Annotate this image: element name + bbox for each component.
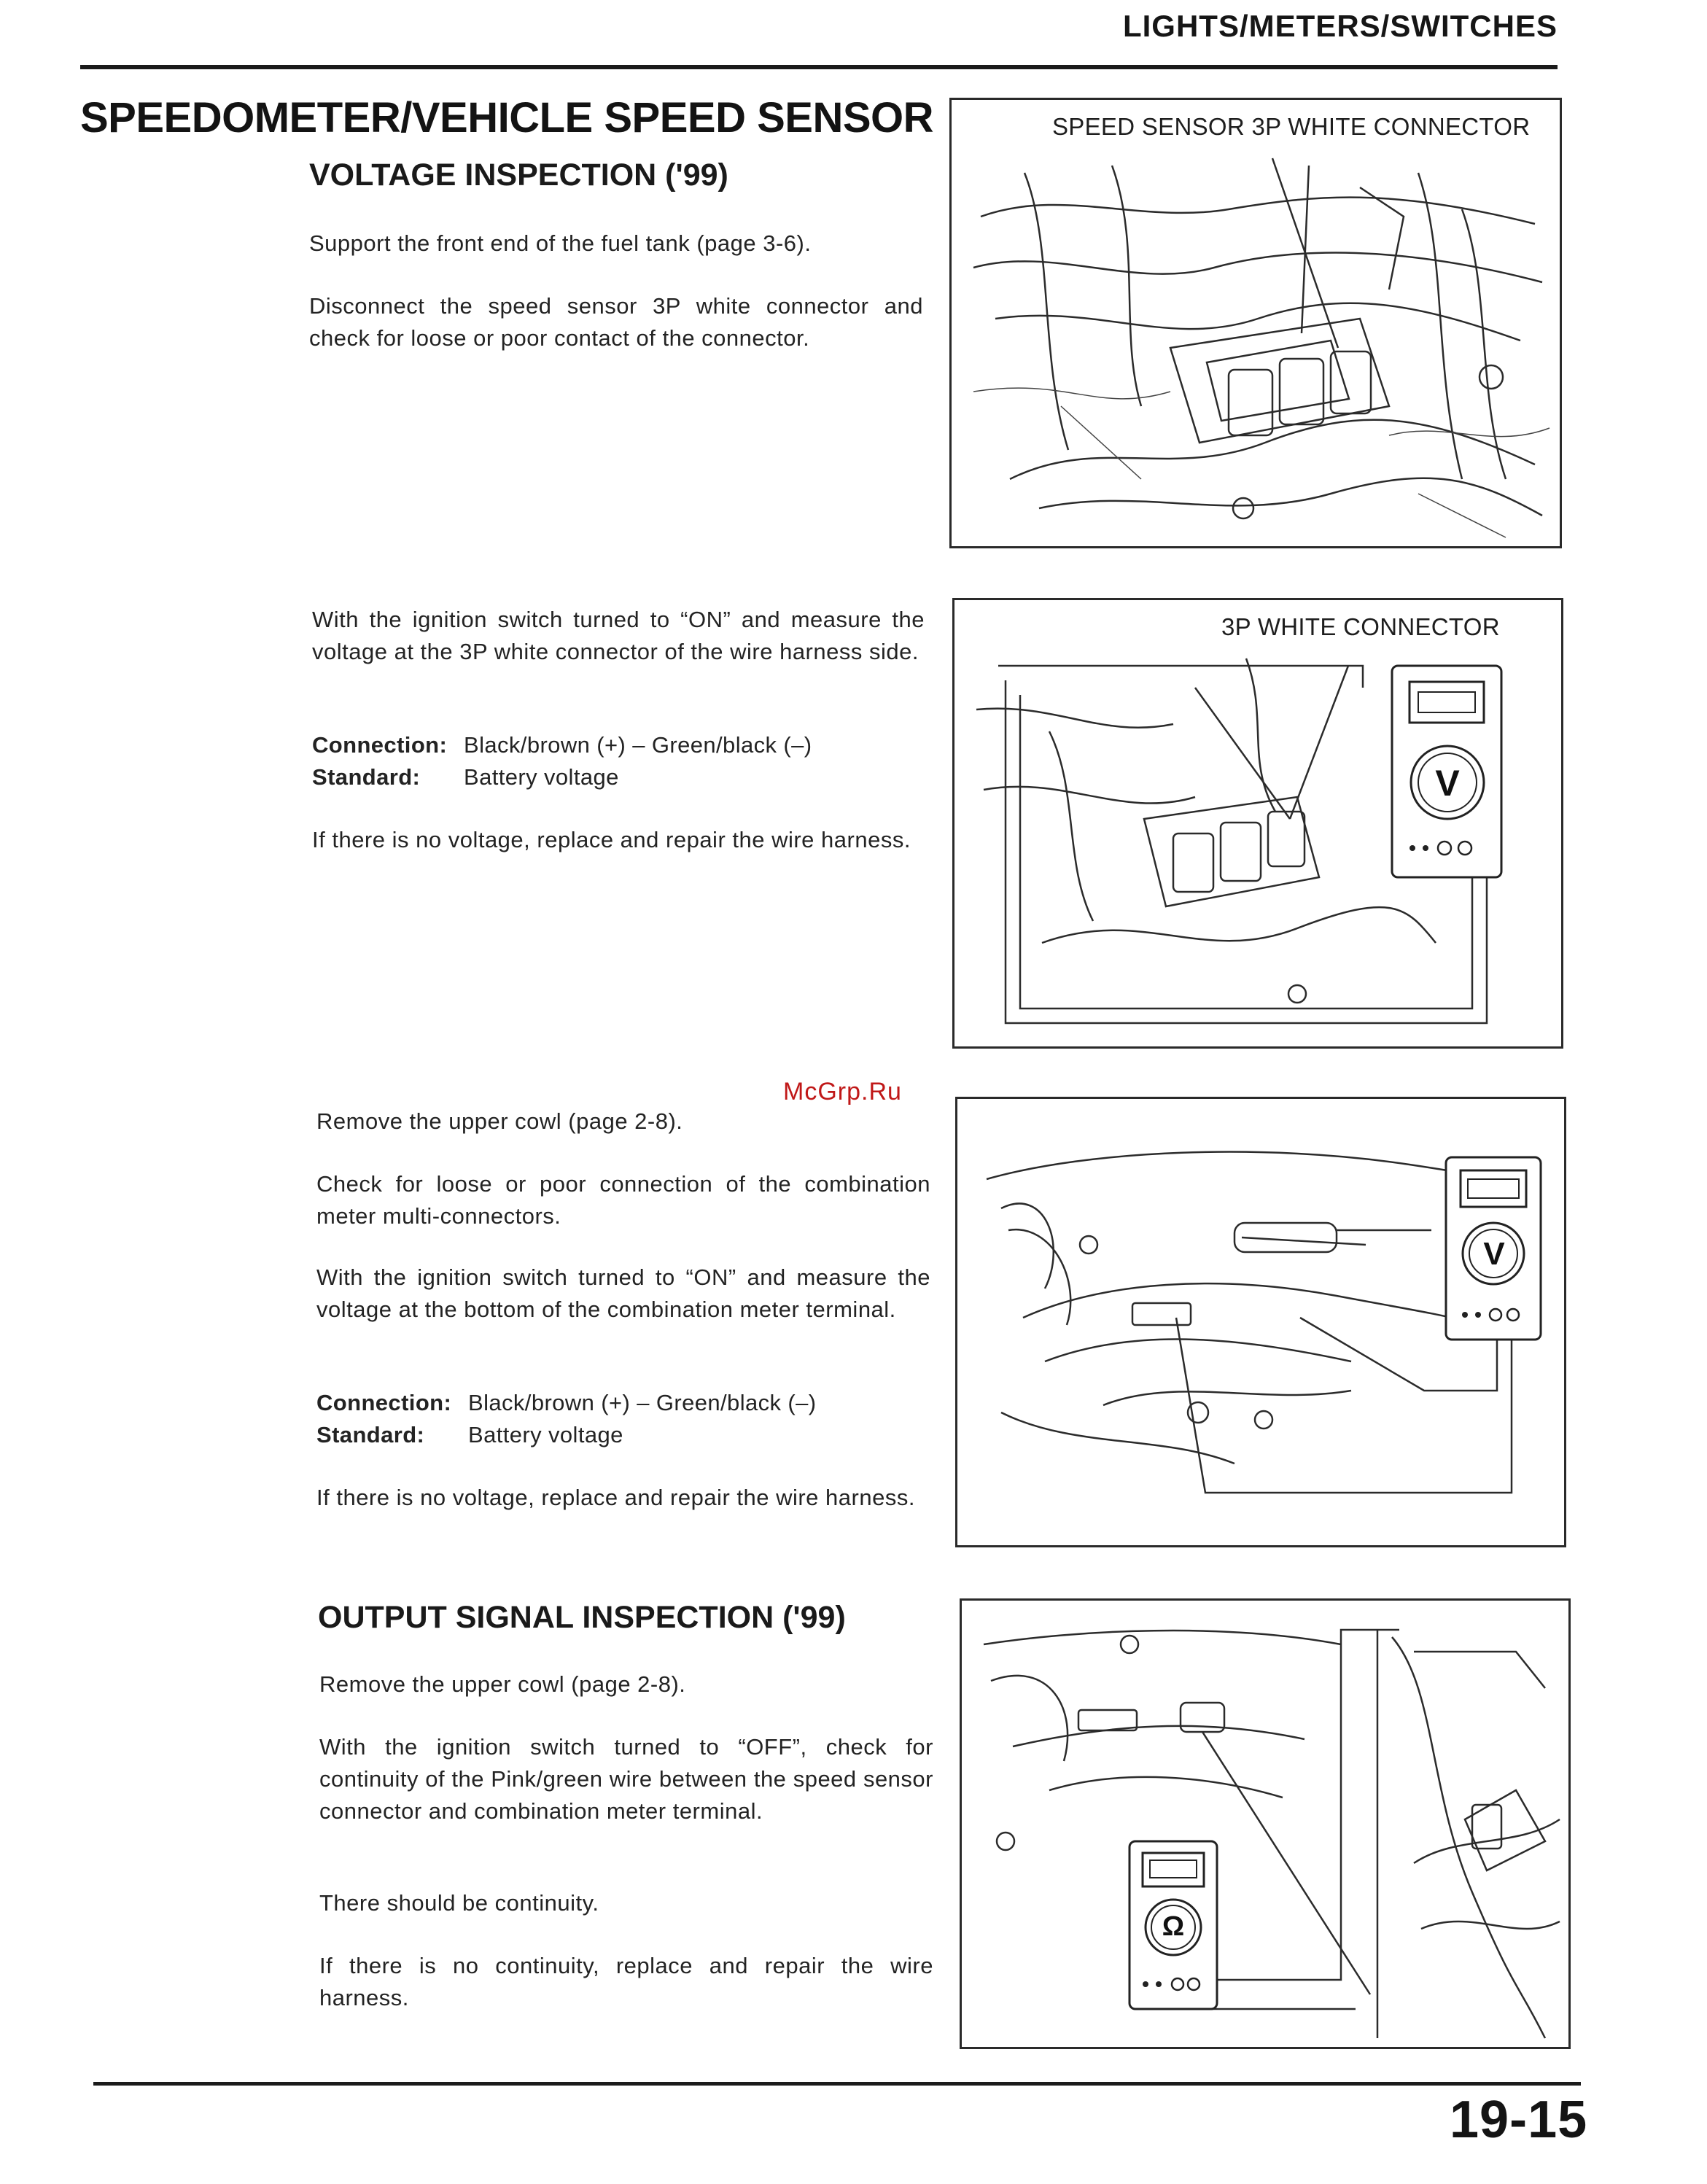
ohmmeter-symbol: Ω bbox=[1162, 1911, 1185, 1942]
meter-step-1: Remove the upper cowl (page 2-8). bbox=[316, 1108, 683, 1134]
output-step-4: If there is no continuity, replace and repair the wire harness. bbox=[319, 1953, 933, 2010]
connector-voltage-illustration bbox=[954, 600, 1561, 1046]
connection-label: Connection: bbox=[316, 1390, 452, 1415]
output-inspection-heading: OUTPUT SIGNAL INSPECTION ('99) bbox=[318, 1600, 846, 1635]
standard-label: Standard: bbox=[316, 1422, 425, 1447]
standard-label: Standard: bbox=[312, 764, 421, 790]
figure-output-signal-continuity bbox=[960, 1598, 1571, 2049]
page-number: 19-15 bbox=[1450, 2091, 1588, 2149]
meter-step-4: If there is no voltage, replace and repair the wire harness. bbox=[316, 1485, 915, 1510]
meter-connection-spec bbox=[316, 1387, 944, 1419]
voltage-inspection-heading: VOLTAGE INSPECTION ('99) bbox=[309, 158, 728, 193]
meter-standard-spec bbox=[316, 1419, 944, 1451]
watermark-text: McGrp.Ru bbox=[783, 1078, 902, 1105]
connection-value: Black/brown (+) – Green/black (–) bbox=[468, 1390, 817, 1415]
output-step-3: There should be continuity. bbox=[319, 1890, 599, 1916]
continuity-illustration bbox=[962, 1601, 1568, 2047]
connection-value: Black/brown (+) – Green/black (–) bbox=[464, 732, 812, 758]
connection-label: Connection: bbox=[312, 732, 448, 758]
voltage-step-2: Disconnect the speed sensor 3P white connector and check for loose or poor contact of the connector. bbox=[309, 293, 923, 351]
footer-rule bbox=[93, 2082, 1581, 2086]
output-step-1: Remove the upper cowl (page 2-8). bbox=[319, 1671, 686, 1697]
engine-bay-illustration bbox=[952, 100, 1560, 546]
header-rule bbox=[80, 65, 1558, 69]
meter-step-2: Check for loose or poor connection of the combination meter multi-connectors. bbox=[316, 1171, 930, 1229]
standard-value: Battery voltage bbox=[464, 764, 619, 790]
voltmeter-symbol: V bbox=[1483, 1236, 1505, 1272]
figure-label: SPEED SENSOR 3P WHITE CONNECTOR bbox=[1052, 113, 1531, 140]
figure-meter-terminal-voltage bbox=[955, 1097, 1566, 1547]
voltage-step-4: If there is no voltage, replace and repair the wire harness. bbox=[312, 827, 911, 852]
section-header: LIGHTS/METERS/SWITCHES bbox=[1122, 9, 1558, 43]
figure-speed-sensor-connector bbox=[949, 98, 1562, 548]
voltmeter-symbol: V bbox=[1435, 763, 1460, 804]
figure-3p-connector-voltage bbox=[952, 598, 1563, 1049]
figure-label: 3P WHITE CONNECTOR bbox=[1221, 613, 1500, 640]
voltage-connection-spec bbox=[312, 729, 939, 761]
voltage-step-3: With the ignition switch turned to “ON” and measure the voltage at the 3P white connector of the wire harness side. bbox=[312, 607, 925, 664]
output-step-2: With the ignition switch turned to “OFF”, check for continuity of the Pink/green wire between the speed sensor connector and combination meter terminal. bbox=[319, 1734, 933, 1824]
voltage-standard-spec bbox=[312, 761, 939, 793]
standard-value: Battery voltage bbox=[468, 1422, 623, 1447]
page-title: SPEEDOMETER/VEHICLE SPEED SENSOR bbox=[80, 94, 934, 141]
voltage-step-1: Support the front end of the fuel tank (page 3-6). bbox=[309, 230, 812, 256]
meter-step-3: With the ignition switch turned to “ON” and measure the voltage at the bottom of the combination meter terminal. bbox=[316, 1264, 930, 1322]
meter-terminal-illustration bbox=[957, 1099, 1564, 1545]
